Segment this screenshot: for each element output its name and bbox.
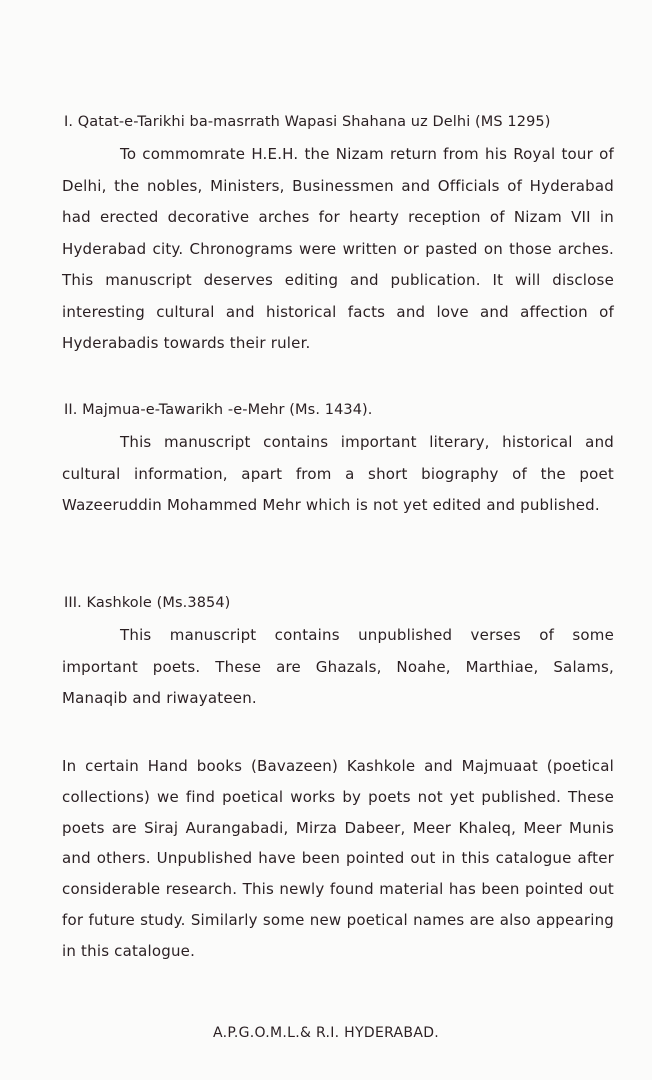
section-3-heading: III. Kashkole (Ms.3854) xyxy=(64,595,231,611)
section-3-body: This manuscript contains unpublished verses of some important poets. These are Ghazals, Noahe, Marthiae, Salams, Manaqib and riwayateen. xyxy=(62,626,614,707)
section-1-body: To commomrate H.E.H. the Nizam return from his Royal tour of Delhi, the nobles, Ministers, Businessmen and Officials of Hyderabad had erected decorative arches for hearty reception of Nizam VII in Hyderabad city. Chronograms were written or pasted on those arches. This manuscript deserves editing and publication. It will disclose interesting cultural and historical facts and love and affection of Hyderabadis towards their ruler. xyxy=(62,145,614,352)
section-2-heading: II. Majmua-e-Tawarikh -e-Mehr (Ms. 1434). xyxy=(64,402,373,418)
closing-paragraph: In certain Hand books (Bavazeen) Kashkole and Majmuaat (poetical collections) we find poetical works by poets not yet published. These poets are Siraj Aurangabadi, Mirza Dabeer, Meer Khaleq, Meer Munis and others. Unpublished have been pointed out in this catalogue after considerable research. This newly found material has been pointed out for future study. Similarly some new poetical names are also appearing in this catalogue. xyxy=(62,757,614,960)
page-footer: A.P.G.O.M.L.& R.I. HYDERABAD. xyxy=(212,1025,440,1041)
section-2-body: This manuscript contains important literary, historical and cultural information, apart from a short biography of the poet Wazeeruddin Mohammed Mehr which is not yet edited and published. xyxy=(62,433,614,514)
section-1-heading: I. Qatat-e-Tarikhi ba-masrrath Wapasi Shahana uz Delhi (MS 1295) xyxy=(64,114,551,130)
